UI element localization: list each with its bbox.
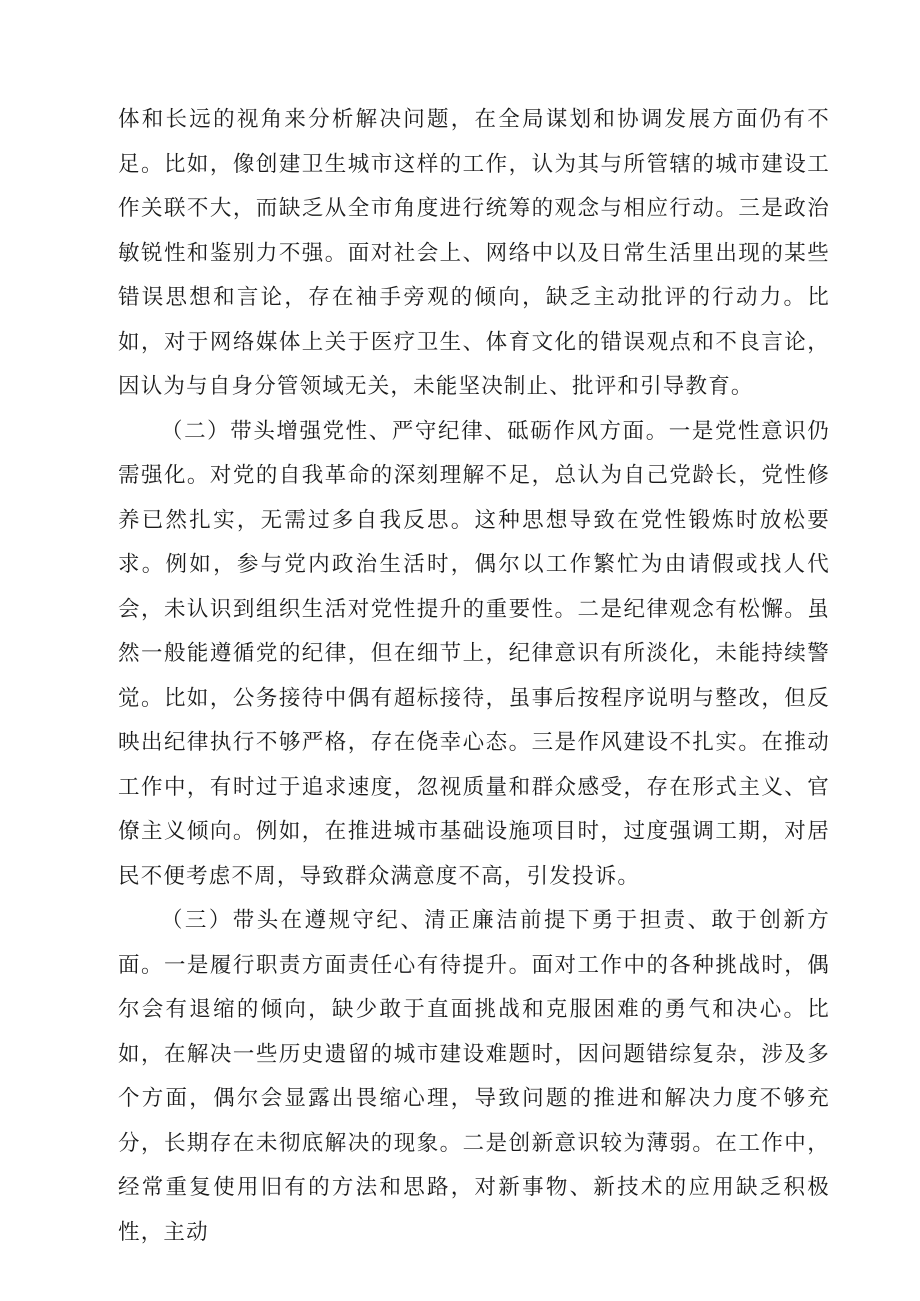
paragraph-section-three: （三）带头在遵规守纪、清正廉洁前提下勇于担责、敢于创新方面。一是履行职责方面责任心有待提升。面对工作中的各种挑战时，偶尔会有退缩的倾向，缺少敢于直面挑战和克服困难的勇气和决心。比如，在解决一些历史遗留的城市建设难题时，因问题错综复杂，涉及多个方面，偶尔会显露出畏缩心理，导致问题的推进和解决力度不够充分，长期存在未彻底解决的现象。二是创新意识较为薄弱。在工作中，经常重复使用旧有的方法和思路，对新事物、新技术的应用缺乏积极性，主动 xyxy=(118,908,830,1245)
document-body xyxy=(118,98,830,1255)
paragraph-continuation: 体和长远的视角来分析解决问题，在全局谋划和协调发展方面仍有不足。比如，像创建卫生城市这样的工作，认为其与所管辖的城市建设工作关联不大，而缺乏从全市角度进行统筹的观念与相应行动。三是政治敏锐性和鉴别力不强。面对社会上、网络中以及日常生活里出现的某些错误思想和言论，存在袖手旁观的倾向，缺乏主动批评的行动力。比如，对于网络媒体上关于医疗卫生、体育文化的错误观点和不良言论，因认为与自身分管领域无关，未能坚决制止、批评和引导教育。 xyxy=(118,107,830,399)
paragraph-section-two: （二）带头增强党性、严守纪律、砥砺作风方面。一是党性意识仍需强化。对党的自我革命的深刻理解不足，总认为自己党龄长，党性修养已然扎实，无需过多自我反思。这种思想导致在党性锻炼时放松要求。例如，参与党内政治生活时，偶尔以工作繁忙为由请假或找人代会，未认识到组织生活对党性提升的重要性。二是纪律观念有松懈。虽然一般能遵循党的纪律，但在细节上，纪律意识有所淡化，未能持续警觉。比如，公务接待中偶有超标接待，虽事后按程序说明与整改，但反映出纪律执行不够严格，存在侥幸心态。三是作风建设不扎实。在推动工作中，有时过于追求速度，忽视质量和群众感受，存在形式主义、官僚主义倾向。例如，在推进城市基础设施项目时，过度强调工期，对居民不便考虑不周，导致群众满意度不高，引发投诉。 xyxy=(118,418,830,889)
